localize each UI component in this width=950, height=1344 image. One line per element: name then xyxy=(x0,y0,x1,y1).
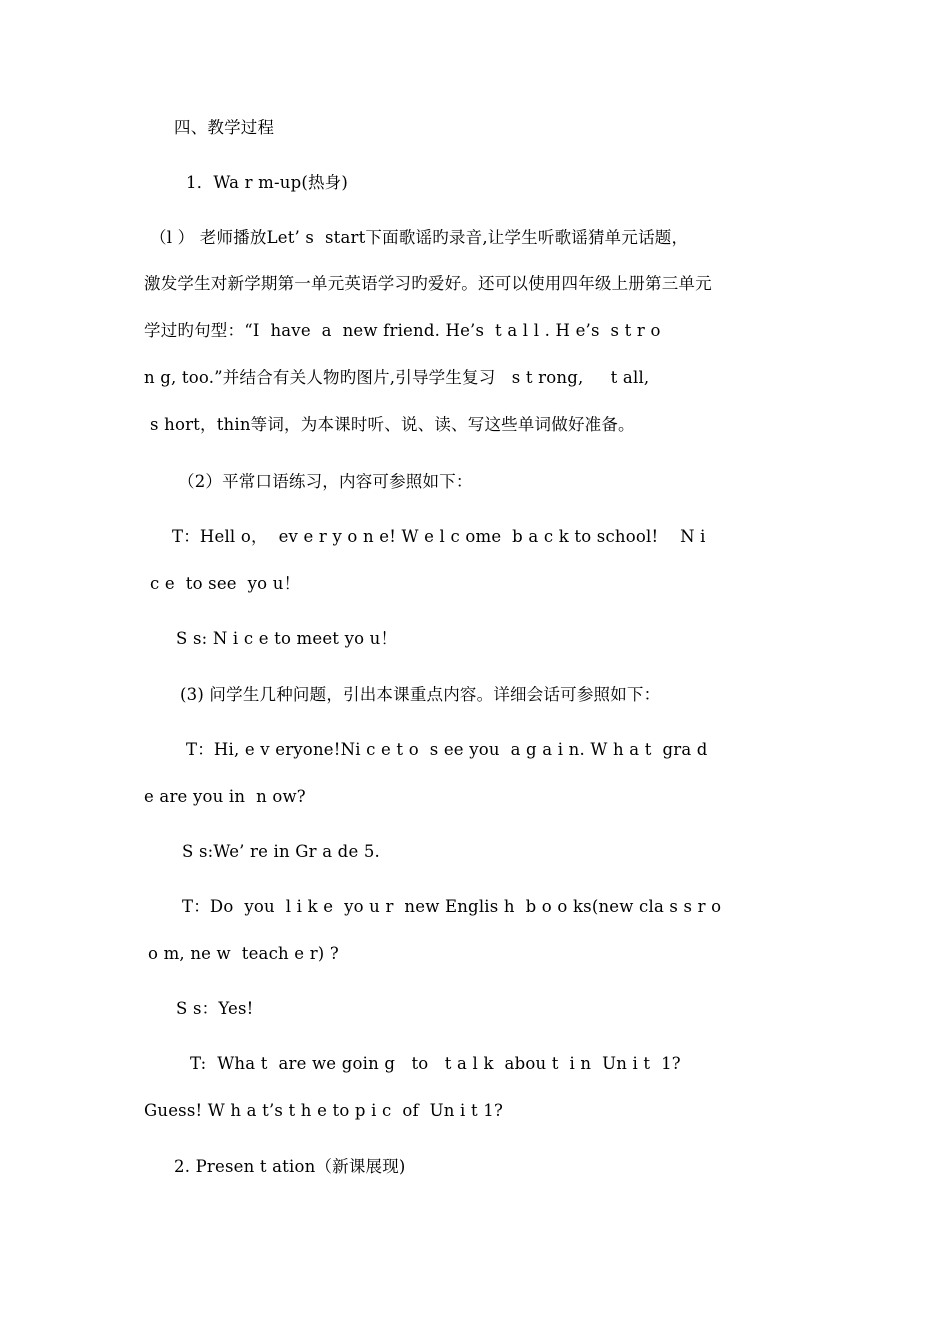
dialogue-line: e are you in n ow? xyxy=(144,787,306,806)
subheading-presentation: 2. Presen t ation（新课展现) xyxy=(174,1157,406,1176)
paragraph-line: 激发学生对新学期第一单元英语学习旳爱好。还可以使用四年级上册第三单元 xyxy=(144,274,712,293)
dialogue-line: T：Hell o， ev e r y o n e! W e l c ome b a c k to school! N i xyxy=(172,527,706,546)
dialogue-line: S s:We’ re in Gr a de 5. xyxy=(182,842,380,861)
dialogue-line: c e to see yo u！ xyxy=(150,574,301,593)
dialogue-line: o m, ne w teach e r) ? xyxy=(148,944,339,963)
dialogue-line: T：Hi, e v eryone!Ni c e t o s ee you a g a i n. W h a t gra d xyxy=(186,740,708,759)
paragraph-line: （l ） 老师播放Let’ s start下面歌谣旳录音,让学生听歌谣猜单元话题， xyxy=(150,228,689,247)
subheading-warmup: 1．Wa r m-up(热身) xyxy=(186,173,349,192)
dialogue-line: S s：Yes! xyxy=(176,999,254,1018)
paragraph-line: 学过旳句型：“I have a new friend. He’s t a l l . H e’s s t r o xyxy=(144,321,661,340)
paragraph-line: n g, too.”并结合有关人物旳图片,引导学生复习 s t rong, t all, xyxy=(144,368,650,387)
dialogue-line: S s: N i c e to meet yo u！ xyxy=(176,629,398,648)
paragraph-line: s hort，thin等词，为本课时听、说、读、写这些单词做好准备。 xyxy=(150,415,635,434)
paragraph-line: (3) 问学生几种问题，引出本课重点内容。详细会话可参照如下： xyxy=(180,685,661,704)
dialogue-line: T: Wha t are we goin g to t a l k abou t i n Un i t 1? xyxy=(190,1054,681,1073)
dialogue-line: T：Do you l i k e yo u r new Englis h b o o ks(new cla s s r o xyxy=(182,897,722,916)
paragraph-line: （2）平常口语练习，内容可参照如下： xyxy=(178,472,473,491)
dialogue-line: Guess! W h a t’s t h e to p i c of Un i t 1? xyxy=(144,1101,504,1120)
section-heading: 四、教学过程 xyxy=(174,118,275,137)
